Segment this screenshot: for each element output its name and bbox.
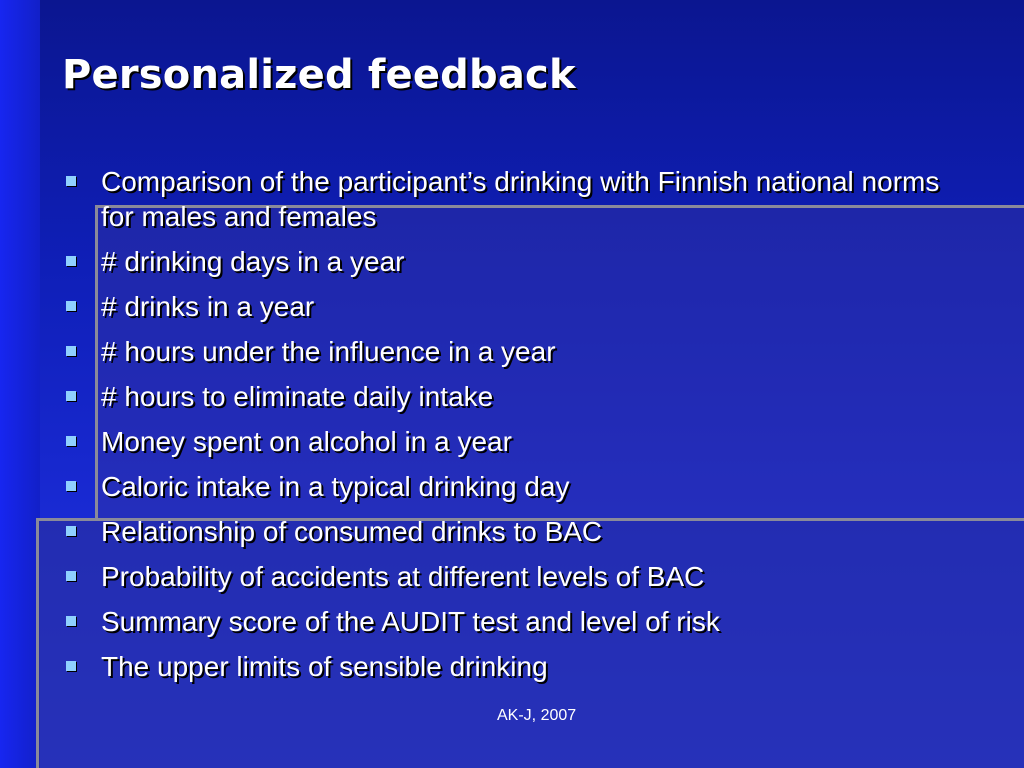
square-bullet-icon	[66, 571, 76, 581]
slide-footer: AK-J, 2007	[497, 707, 577, 724]
bullet-text: The upper limits of sensible drinking	[101, 651, 548, 682]
bullet-text: # hours under the influence in a year	[101, 336, 556, 367]
bullet-text: # drinking days in a year	[101, 246, 405, 277]
square-bullet-icon	[66, 391, 76, 401]
bullet-item	[66, 424, 946, 459]
square-bullet-icon	[66, 526, 76, 536]
bullet-item	[66, 604, 946, 639]
bullet-item	[66, 164, 946, 234]
bullet-list	[66, 164, 946, 694]
bullet-text: Money spent on alcohol in a year	[101, 426, 512, 457]
square-bullet-icon	[66, 616, 76, 626]
square-bullet-icon	[66, 436, 76, 446]
square-bullet-icon	[66, 346, 76, 356]
bullet-item	[66, 649, 946, 684]
bullet-text: Comparison of the participant’s drinking with Finnish national norms for males and females	[101, 166, 940, 232]
bullet-item	[66, 334, 946, 369]
bullet-item	[66, 559, 946, 594]
square-bullet-icon	[66, 256, 76, 266]
bullet-text: Caloric intake in a typical drinking day	[101, 471, 570, 502]
slide-title: Personalized feedback	[62, 52, 576, 98]
bullet-item	[66, 289, 946, 324]
bullet-text: Summary score of the AUDIT test and level of risk	[101, 606, 720, 637]
bullet-item	[66, 469, 946, 504]
square-bullet-icon	[66, 661, 76, 671]
bullet-item	[66, 244, 946, 279]
bullet-item	[66, 379, 946, 414]
square-bullet-icon	[66, 176, 76, 186]
bullet-text: # drinks in a year	[101, 291, 315, 322]
bullet-text: # hours to eliminate daily intake	[101, 381, 494, 412]
square-bullet-icon	[66, 481, 76, 491]
square-bullet-icon	[66, 301, 76, 311]
bullet-text: Probability of accidents at different levels of BAC	[101, 561, 705, 592]
bullet-text: Relationship of consumed drinks to BAC	[101, 516, 603, 547]
bullet-item	[66, 514, 946, 549]
